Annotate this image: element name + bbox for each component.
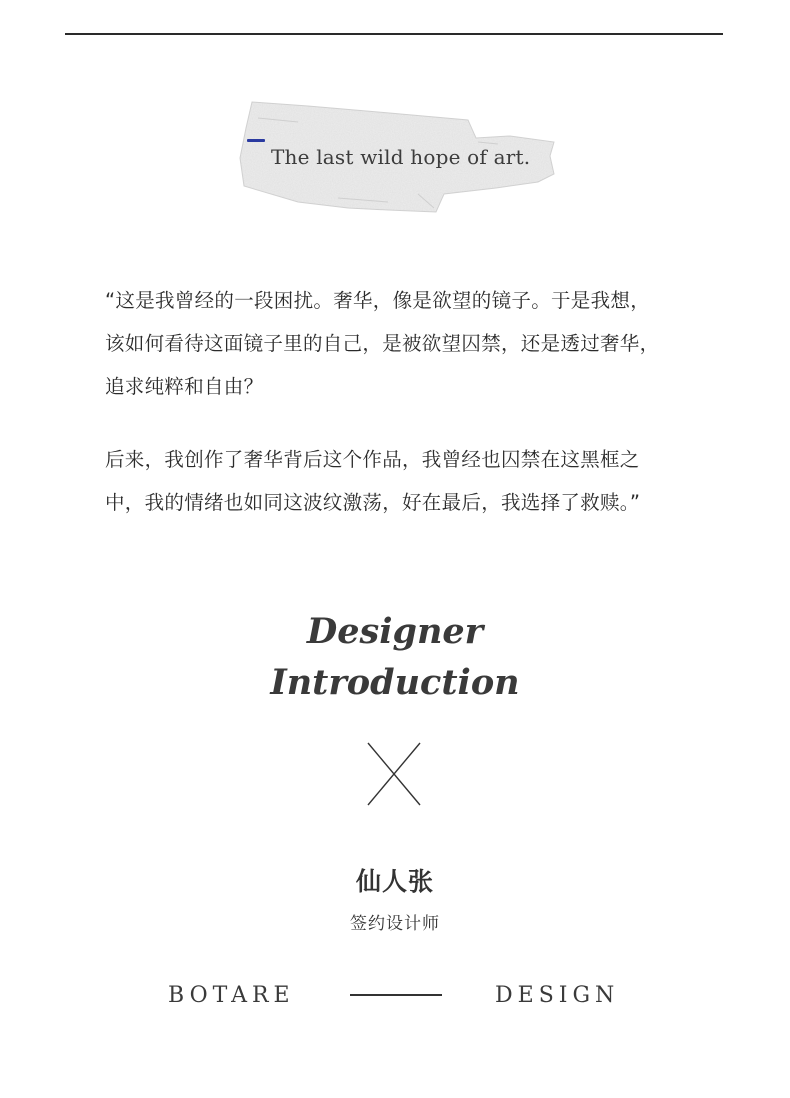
designer-name: 仙人张 xyxy=(355,867,434,896)
quote-paragraph-1 xyxy=(105,279,695,408)
brand-left-word: BOTARE xyxy=(168,983,295,1008)
strip-caption: The last wild hope of art. xyxy=(271,145,531,169)
brand-divider xyxy=(350,994,442,996)
designer-role: 签约设计师 xyxy=(350,914,440,934)
quote-line: “这是我曾经的一段困扰。奢华，像是欲望的镜子。于是我想， xyxy=(105,289,651,312)
top-divider xyxy=(65,33,723,35)
brand-right-word: DESIGN xyxy=(495,983,620,1008)
quote-line: 后来，我创作了奢华背后这个作品，我曾经也囚禁在这黑框之 xyxy=(105,448,640,471)
quote-line: 该如何看待这面镜子里的自己，是被欲望囚禁，还是透过奢华， xyxy=(105,332,660,355)
section-title-line-2: Introduction xyxy=(270,662,520,703)
torn-paper-strip xyxy=(238,98,558,218)
quote-line: 追求纯粹和自由？ xyxy=(105,375,264,398)
blue-pen-mark xyxy=(247,139,265,142)
quote-paragraph-2 xyxy=(105,438,695,524)
section-title-line-1: Designer xyxy=(306,611,484,652)
quote-line: 中，我的情绪也如同这波纹激荡，好在最后，我选择了救赎。” xyxy=(105,491,641,514)
cross-icon xyxy=(366,741,422,807)
